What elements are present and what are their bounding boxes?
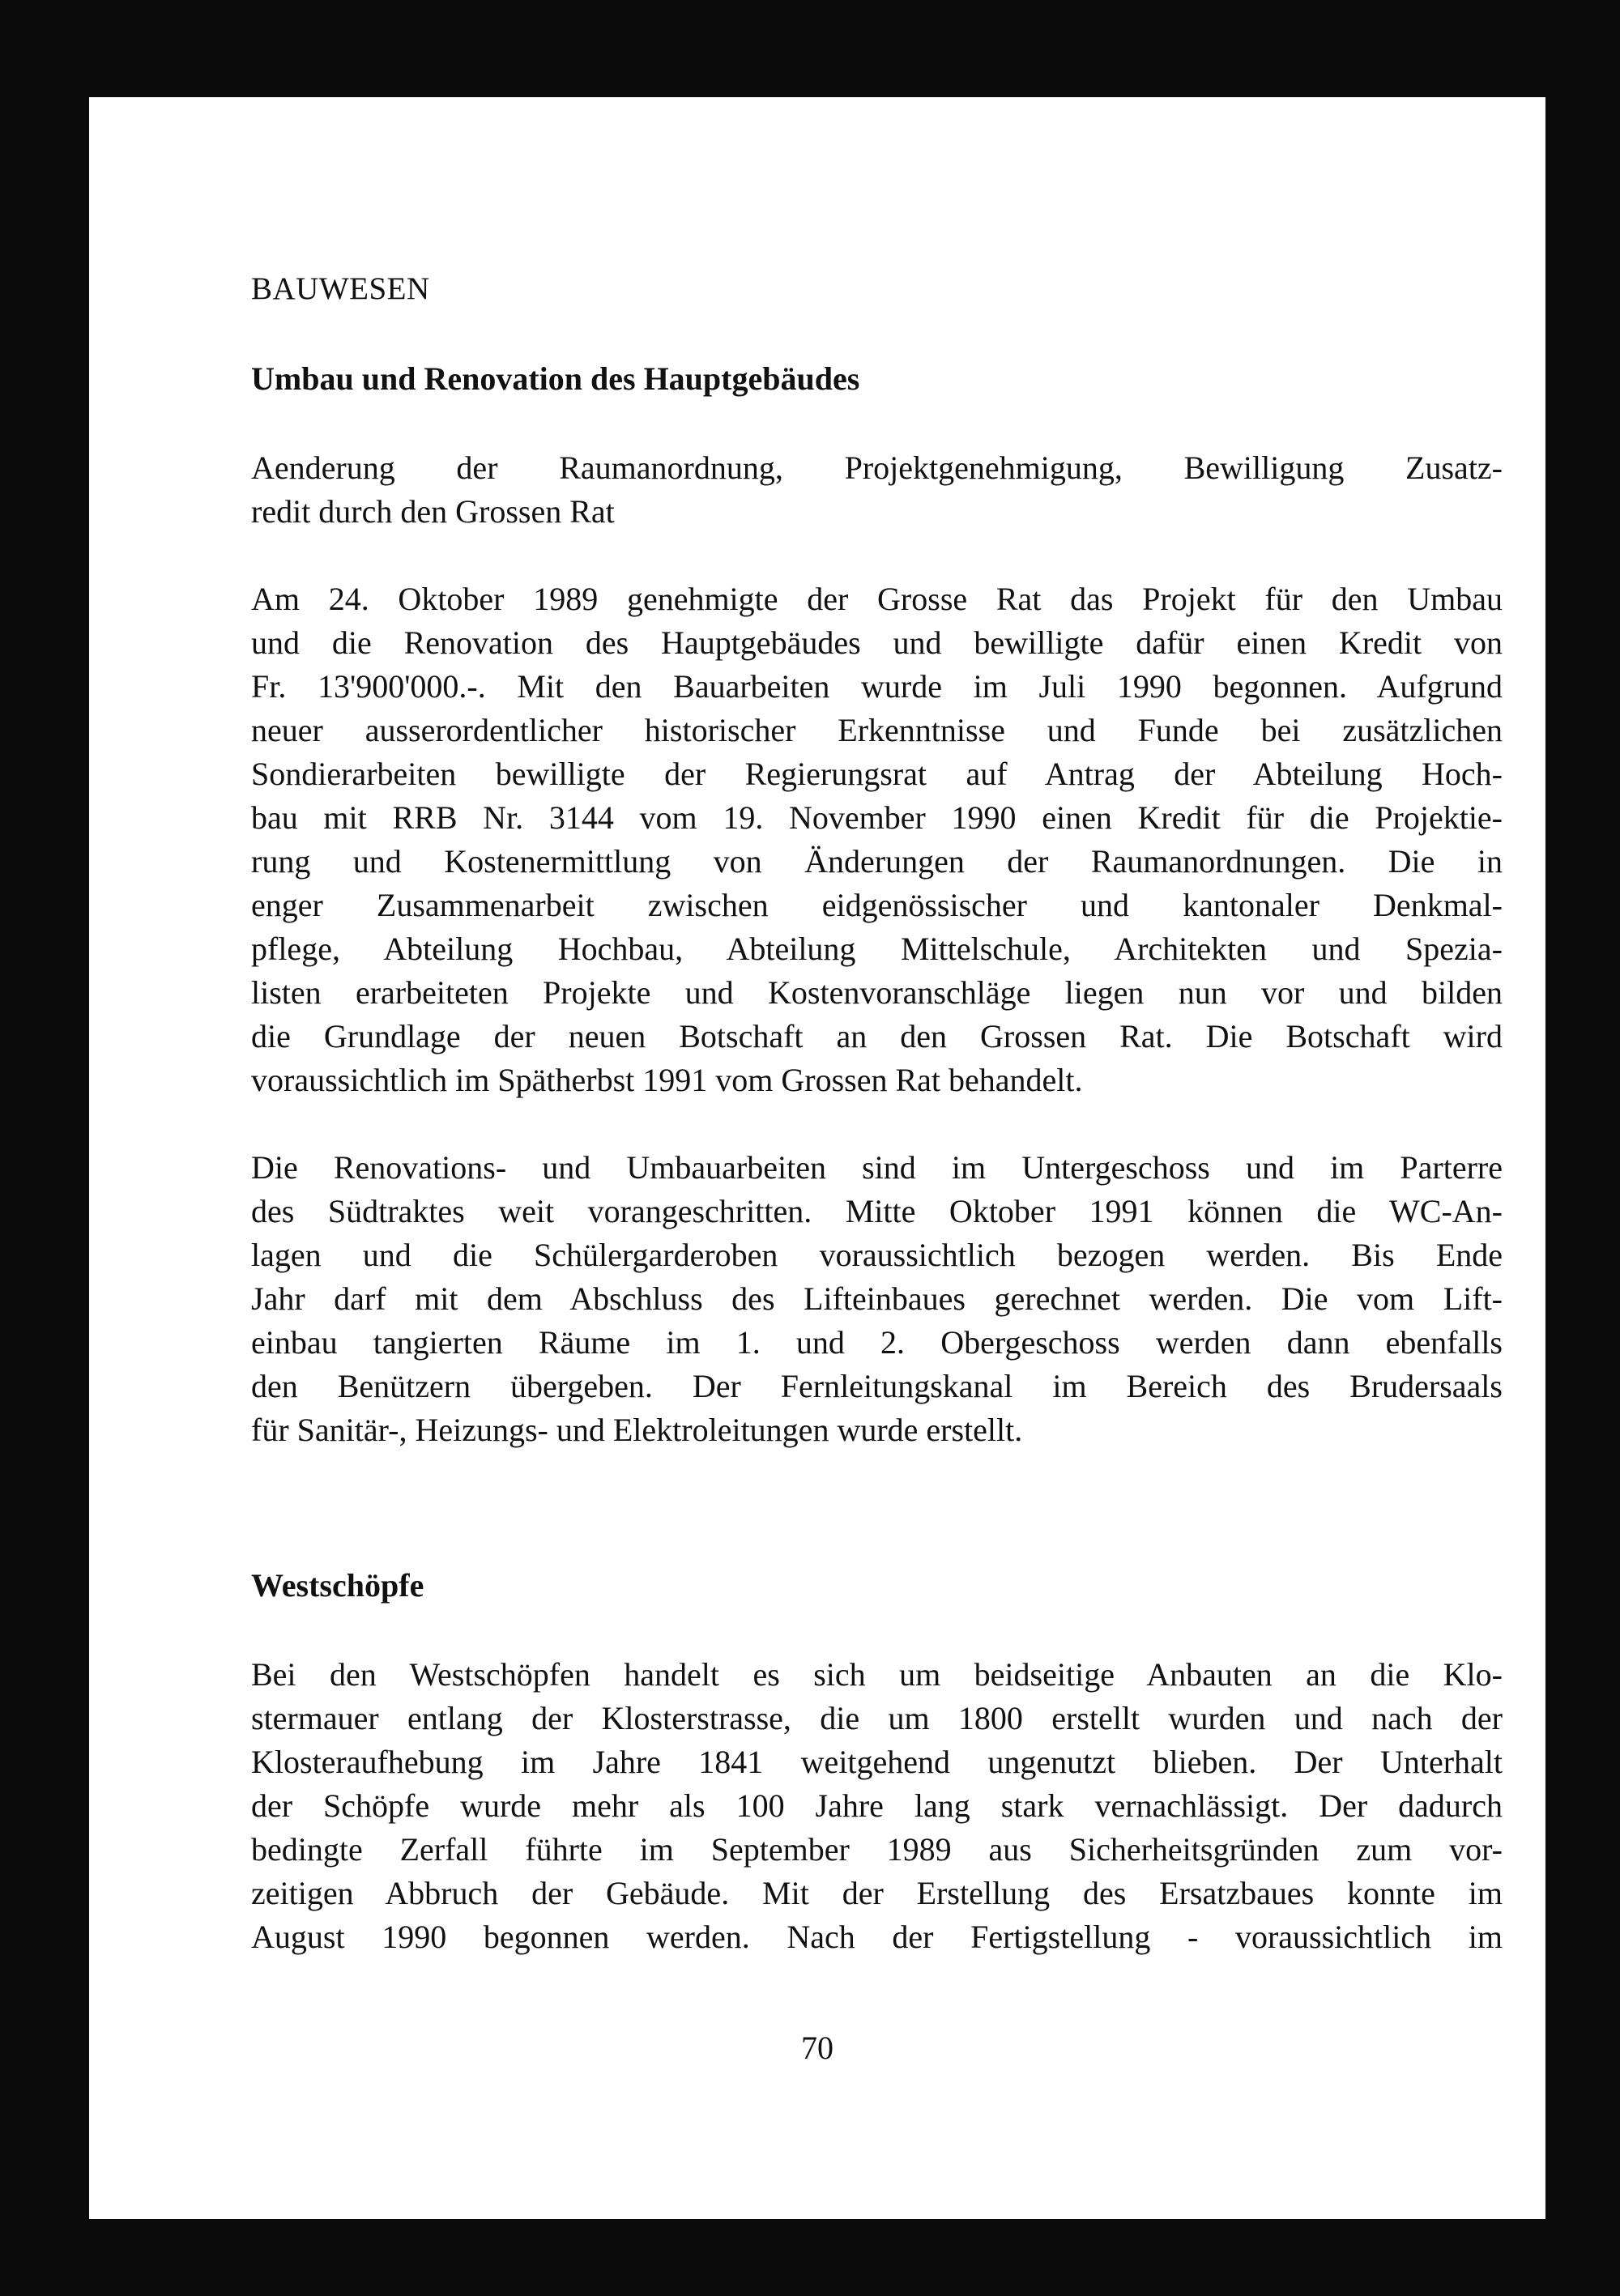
text-line: Die Renovations- und Umbauarbeiten sind im Untergeschoss und im Parterre [251,1149,1503,1186]
text-line: einbau tangierten Räume im 1. und 2. Obergeschoss werden dann ebenfalls [251,1324,1503,1361]
text-line: voraussichtlich im Spätherbst 1991 vom Grossen Rat behandelt. [251,1062,1083,1098]
page-number: 70 [801,2030,833,2066]
text-line: Bei den Westschöpfen handelt es sich um beidseitige Anbauten an die Klo- [251,1656,1503,1693]
text-line: zeitigen Abbruch der Gebäude. Mit der Erstellung des Ersatzbaues konnte im [251,1875,1503,1911]
page-content [251,267,1503,1959]
text-line: neuer ausserordentlicher historischer Erkenntnisse und Funde bei zusätzlichen [251,712,1503,748]
text-line: und die Renovation des Hauptgebäudes und bewilligte dafür einen Kredit von [251,624,1503,661]
text-line: bedingte Zerfall führte im September 1989 aus Sicherheitsgründen zum vor- [251,1831,1503,1868]
text-line: August 1990 begonnen werden. Nach der Fertigstellung - voraussichtlich im [251,1919,1503,1955]
text-line: Aenderung der Raumanordnung, Projektgenehmigung, Bewilligung Zusatz- [251,449,1503,486]
text-line: pflege, Abteilung Hochbau, Abteilung Mittelschule, Architekten und Spezia- [251,931,1503,967]
section-title: BAUWESEN [251,271,430,306]
text-line: listen erarbeiteten Projekte und Kostenvoranschläge liegen nun vor und bilden [251,974,1503,1011]
text-line: bau mit RRB Nr. 3144 vom 19. November 1990 einen Kredit für die Projektie- [251,799,1503,836]
paragraph-westschoepfe [251,1653,1503,1959]
text-line: der Schöpfe wurde mehr als 100 Jahre lang stark vernachlässigt. Der dadurch [251,1787,1503,1824]
text-line: des Südtraktes weit vorangeschritten. Mitte Oktober 1991 können die WC-An- [251,1193,1503,1229]
text-line: für Sanitär-, Heizungs- und Elektroleitungen wurde erstellt. [251,1412,1023,1448]
text-line: lagen und die Schülergarderoben voraussichtlich bezogen werden. Bis Ende [251,1237,1503,1273]
text-line: enger Zusammenarbeit zwischen eidgenössischer und kantonaler Denkmal- [251,887,1503,923]
text-line: Jahr darf mit dem Abschluss des Lifteinbaues gerechnet werden. Die vom Lift- [251,1280,1503,1317]
text-line: Fr. 13'900'000.-. Mit den Bauarbeiten wurde im Juli 1990 begonnen. Aufgrund [251,668,1503,705]
text-line: redit durch den Grossen Rat [251,493,615,530]
text-line: Sondierarbeiten bewilligte der Regierungsrat auf Antrag der Abteilung Hoch- [251,756,1503,792]
document-page [89,97,1545,2219]
paragraph-projekt-kredit [251,577,1503,1102]
text-line: Am 24. Oktober 1989 genehmigte der Grosse Rat das Projekt für den Umbau [251,581,1503,617]
heading-westschoepfe: Westschöpfe [251,1567,424,1604]
text-line: die Grundlage der neuen Botschaft an den Grossen Rat. Die Botschaft wird [251,1018,1503,1054]
paragraph-raumanordnung [251,446,1503,534]
text-line: den Benützern übergeben. Der Fernleitungskanal im Bereich des Brudersaals [251,1368,1503,1404]
paragraph-renovationsarbeiten [251,1146,1503,1452]
text-line: Klosteraufhebung im Jahre 1841 weitgehend ungenutzt blieben. Der Unterhalt [251,1744,1503,1780]
text-line: stermauer entlang der Klosterstrasse, die um 1800 erstellt wurden und nach der [251,1700,1503,1736]
heading-umbau-renovation: Umbau und Renovation des Hauptgebäudes [251,360,860,397]
text-line: rung und Kostenermittlung von Änderungen der Raumanordnungen. Die in [251,843,1503,880]
